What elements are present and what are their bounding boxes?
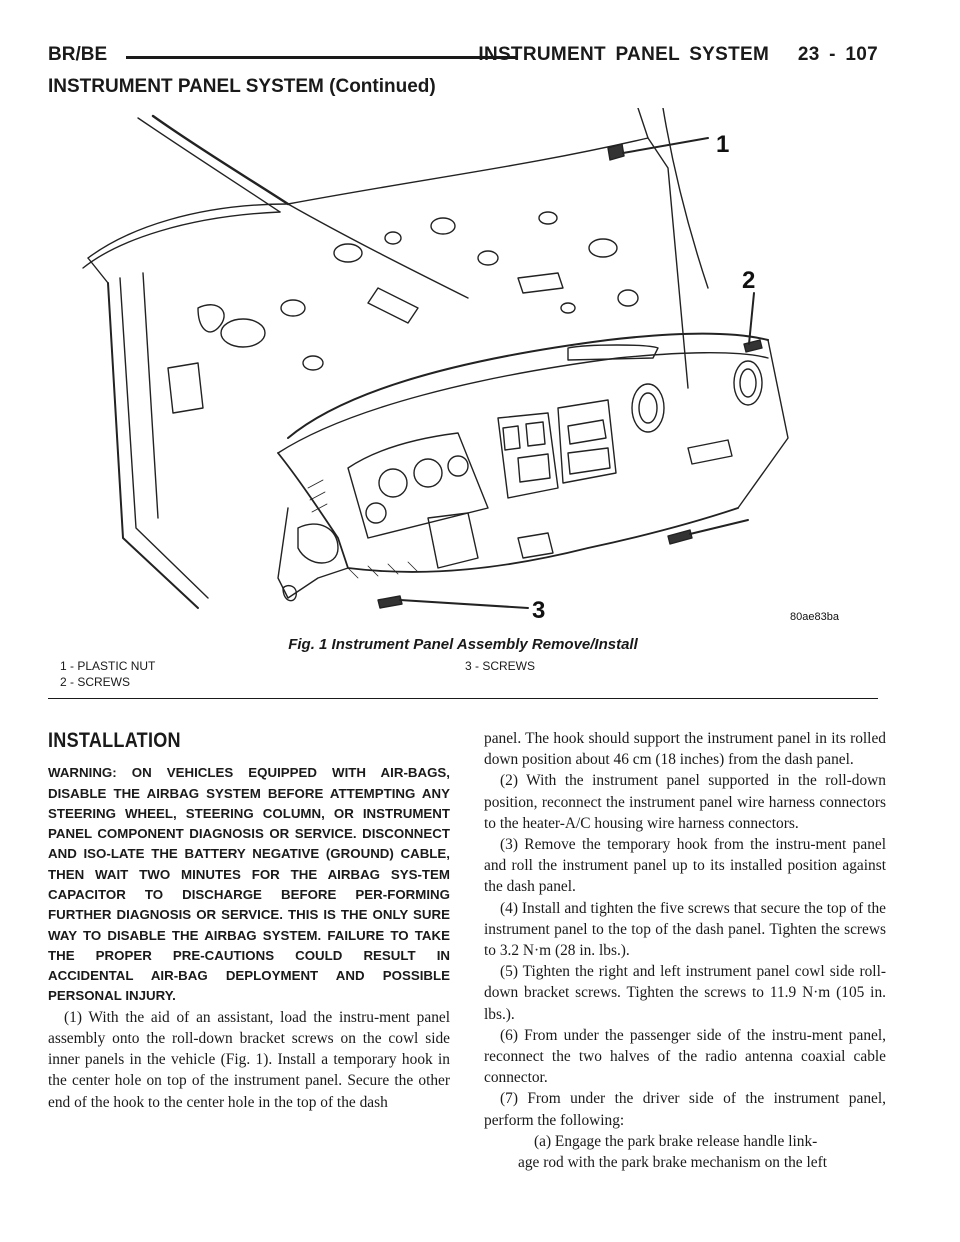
text-column-left xyxy=(48,730,450,1113)
header-rule xyxy=(126,56,518,59)
legend-item-screws-3: 3 - SCREWS xyxy=(465,659,536,673)
legend-left xyxy=(60,658,155,690)
figure-caption: Fig. 1 Instrument Panel Assembly Remove/Install xyxy=(288,636,638,653)
section-heading: INSTALLATION xyxy=(48,729,181,752)
step-5: (5) Tighten the right and left instrument panel cowl side roll-down bracket screws. Tighten the screws to 11.9 N·m (105 in. lbs.). xyxy=(484,963,886,1023)
callout-1: 1 xyxy=(716,131,730,158)
step-4: (4) Install and tighten the five screws that secure the top of the instrument panel to the top of the dash panel. Tighten the screws to 3.2 N·m (28 in. lbs.). xyxy=(484,899,886,960)
legend-item-screws-2: 2 - SCREWS xyxy=(60,675,131,689)
legend-rule xyxy=(48,698,878,699)
continued-title: INSTRUMENT PANEL SYSTEM (Continued) xyxy=(48,76,436,97)
instrument-panel-illustration xyxy=(48,108,878,628)
header-section-page: INSTRUMENT PANEL SYSTEM 23 - 107 xyxy=(478,44,878,65)
illustration-svg xyxy=(48,108,878,628)
step-1: (1) With the aid of an assistant, load the instru-ment panel assembly onto the roll-down bracket screws on the cowl side inner panels in the vehicle (Fig. 1). Install a temporary hook in the center hole on top of the instrument panel. Secure the other end of the hook to the center hole in the top of the dash xyxy=(48,1008,450,1111)
figure-code: 80ae83ba xyxy=(790,611,839,623)
step-1-continued: panel. The hook should support the instrument panel in its rolled down position about 46 cm (18 inches) from the dash panel. xyxy=(484,730,886,769)
page-header xyxy=(48,44,878,76)
step-3: (3) Remove the temporary hook from the instru-ment panel and roll the instrument panel up to its installed position against the dash panel. xyxy=(484,836,886,896)
step-7: (7) From under the driver side of the instrument panel, perform the following: xyxy=(484,1090,886,1129)
legend-right xyxy=(465,658,535,674)
callout-3: 3 xyxy=(532,597,546,624)
step-2: (2) With the instrument panel supported in the roll-down position, reconnect the instrument panel wire harness connectors to the heater-A/C housing wire harness connectors. xyxy=(484,772,886,832)
callout-2: 2 xyxy=(742,267,756,294)
legend-item-plastic-nut: 1 - PLASTIC NUT xyxy=(60,659,156,673)
text-column-right xyxy=(484,728,886,1173)
step-6: (6) From under the passenger side of the instru-ment panel, reconnect the two halves of the radio antenna coaxial cable connector. xyxy=(484,1026,886,1087)
callout-labels xyxy=(532,131,755,624)
header-model: BR/BE xyxy=(48,44,108,65)
step-7a-continued: age rod with the park brake mechanism on the left xyxy=(518,1154,827,1172)
airbag-warning: WARNING: ON VEHICLES EQUIPPED WITH AIR-BAGS, DISABLE THE AIRBAG SYSTEM BEFORE ATTEMPTING ANY STEERING WHEEL, STEERING COLUMN, OR INSTRUMENT PANEL COMPONENT DIAGNOSIS OR SERVICE. DISCONNECT AND ISO-LATE THE BATTERY NEGATIVE (GROUND) CABLE, THEN WAIT TWO MINUTES FOR THE AIRBAG SYS-TEM CAPACITOR TO DISCHARGE BEFORE PER-FORMING FURTHER DIAGNOSIS OR SERVICE. THIS IS THE ONLY SURE WAY TO DISABLE THE AIRBAG SYSTEM. FAILURE TO TAKE THE PROPER PRE-CAUTIONS COULD RESULT IN ACCIDENTAL AIR-BAG DEPLOYMENT AND POSSIBLE PERSONAL INJURY. xyxy=(48,765,450,1004)
step-7a: (a) Engage the park brake release handle link- xyxy=(534,1132,818,1150)
